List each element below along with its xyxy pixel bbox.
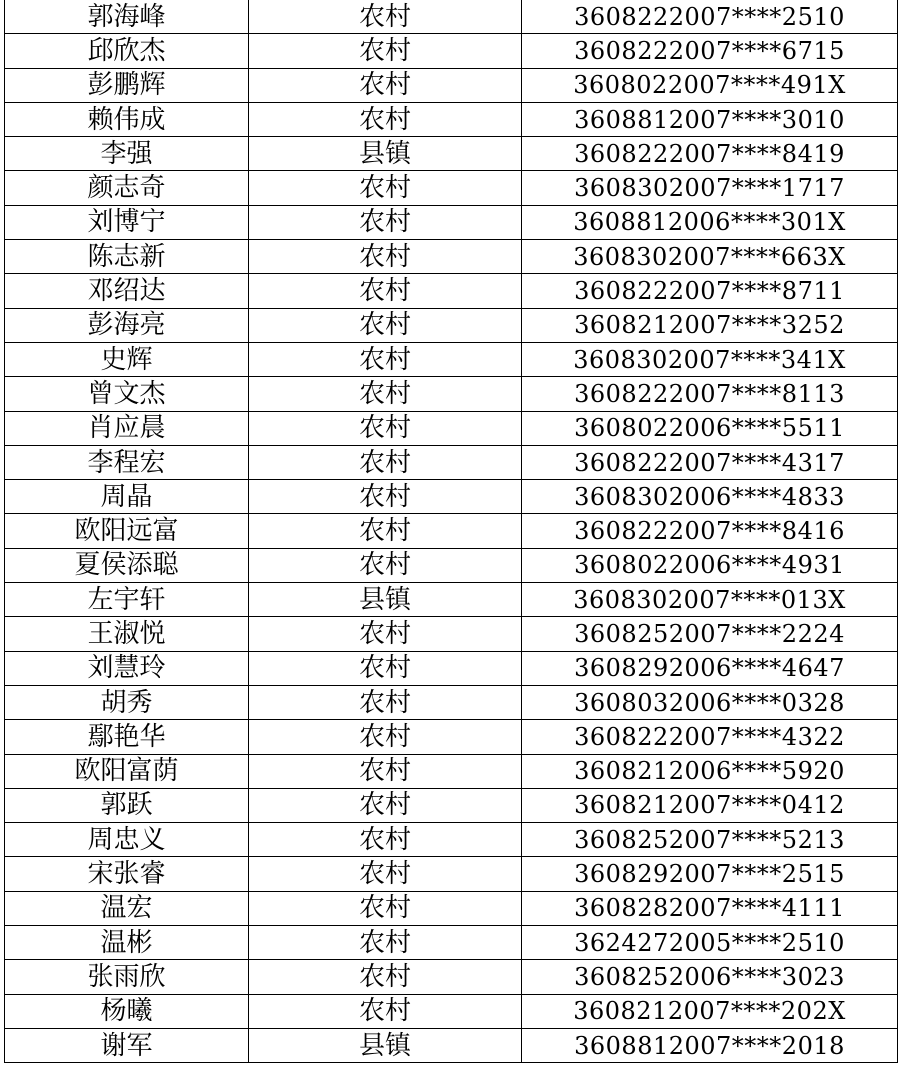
area-type-cell: 农村	[249, 994, 522, 1028]
area-type-cell: 农村	[249, 0, 522, 34]
name-cell: 彭海亮	[5, 308, 249, 342]
table-row	[5, 0, 898, 34]
table-row	[5, 68, 898, 102]
name-cell: 谢军	[5, 1028, 249, 1062]
area-type-cell: 农村	[249, 411, 522, 445]
table-row	[5, 445, 898, 479]
name-cell: 赖伟成	[5, 102, 249, 136]
table-row	[5, 308, 898, 342]
id-number-cell: 3608252007****5213	[522, 823, 898, 857]
area-type-cell: 农村	[249, 342, 522, 376]
id-number-cell: 3608212007****202X	[522, 994, 898, 1028]
table-row	[5, 514, 898, 548]
table-row	[5, 1028, 898, 1062]
area-type-cell: 县镇	[249, 1028, 522, 1062]
table-row	[5, 994, 898, 1028]
area-type-cell: 农村	[249, 926, 522, 960]
area-type-cell: 农村	[249, 857, 522, 891]
name-cell: 温宏	[5, 891, 249, 925]
name-cell: 温彬	[5, 926, 249, 960]
area-type-cell: 农村	[249, 480, 522, 514]
table-row	[5, 891, 898, 925]
table-row	[5, 857, 898, 891]
name-cell: 杨曦	[5, 994, 249, 1028]
area-type-cell: 农村	[249, 514, 522, 548]
name-cell: 陈志新	[5, 240, 249, 274]
id-number-cell: 3608022006****4931	[522, 548, 898, 582]
name-cell: 邓绍达	[5, 274, 249, 308]
id-number-cell: 3608022006****5511	[522, 411, 898, 445]
name-cell: 郭跃	[5, 788, 249, 822]
area-type-cell: 农村	[249, 445, 522, 479]
name-cell: 张雨欣	[5, 960, 249, 994]
name-cell: 鄢艳华	[5, 720, 249, 754]
id-number-cell: 3608302007****663X	[522, 240, 898, 274]
table-row	[5, 342, 898, 376]
table-row	[5, 548, 898, 582]
name-cell: 周晶	[5, 480, 249, 514]
table-row	[5, 583, 898, 617]
area-type-cell: 农村	[249, 823, 522, 857]
id-number-cell: 3608302007****341X	[522, 342, 898, 376]
table-row	[5, 617, 898, 651]
area-type-cell: 农村	[249, 274, 522, 308]
name-cell: 曾文杰	[5, 377, 249, 411]
roster-body	[5, 0, 898, 1063]
name-cell: 郭海峰	[5, 0, 249, 34]
table-row	[5, 788, 898, 822]
name-cell: 史辉	[5, 342, 249, 376]
id-number-cell: 3608212007****3252	[522, 308, 898, 342]
area-type-cell: 农村	[249, 34, 522, 68]
area-type-cell: 农村	[249, 788, 522, 822]
id-number-cell: 3608252007****2224	[522, 617, 898, 651]
table-row	[5, 274, 898, 308]
id-number-cell: 3608302006****4833	[522, 480, 898, 514]
area-type-cell: 农村	[249, 205, 522, 239]
table-row	[5, 651, 898, 685]
id-number-cell: 3608222007****4322	[522, 720, 898, 754]
table-row	[5, 205, 898, 239]
id-number-cell: 3608222007****8419	[522, 137, 898, 171]
area-type-cell: 农村	[249, 891, 522, 925]
name-cell: 周忠义	[5, 823, 249, 857]
name-cell: 李程宏	[5, 445, 249, 479]
area-type-cell: 农村	[249, 377, 522, 411]
name-cell: 彭鹏辉	[5, 68, 249, 102]
area-type-cell: 农村	[249, 68, 522, 102]
area-type-cell: 县镇	[249, 583, 522, 617]
id-number-cell: 3608212006****5920	[522, 754, 898, 788]
area-type-cell: 农村	[249, 102, 522, 136]
table-row	[5, 102, 898, 136]
id-number-cell: 3608812007****3010	[522, 102, 898, 136]
table-row	[5, 926, 898, 960]
id-number-cell: 3608252006****3023	[522, 960, 898, 994]
area-type-cell: 县镇	[249, 137, 522, 171]
table-row	[5, 377, 898, 411]
table-row	[5, 754, 898, 788]
id-number-cell: 3608812007****2018	[522, 1028, 898, 1062]
area-type-cell: 农村	[249, 617, 522, 651]
name-cell: 欧阳远富	[5, 514, 249, 548]
area-type-cell: 农村	[249, 754, 522, 788]
area-type-cell: 农村	[249, 308, 522, 342]
table-row	[5, 685, 898, 719]
name-cell: 颜志奇	[5, 171, 249, 205]
id-number-cell: 3608222007****2510	[522, 0, 898, 34]
name-cell: 刘慧玲	[5, 651, 249, 685]
area-type-cell: 农村	[249, 720, 522, 754]
table-row	[5, 137, 898, 171]
id-number-cell: 3608222007****4317	[522, 445, 898, 479]
name-cell: 王淑悦	[5, 617, 249, 651]
id-number-cell: 3608282007****4111	[522, 891, 898, 925]
table-row	[5, 171, 898, 205]
name-cell: 邱欣杰	[5, 34, 249, 68]
id-number-cell: 3608222007****8416	[522, 514, 898, 548]
id-number-cell: 3608222007****8711	[522, 274, 898, 308]
id-number-cell: 3608302007****1717	[522, 171, 898, 205]
name-cell: 刘博宁	[5, 205, 249, 239]
id-number-cell: 3608292006****4647	[522, 651, 898, 685]
name-cell: 左宇轩	[5, 583, 249, 617]
area-type-cell: 农村	[249, 651, 522, 685]
id-number-cell: 3608022007****491X	[522, 68, 898, 102]
student-roster-table	[4, 0, 898, 1063]
id-number-cell: 3608032006****0328	[522, 685, 898, 719]
name-cell: 宋张睿	[5, 857, 249, 891]
table-row	[5, 411, 898, 445]
id-number-cell: 3624272005****2510	[522, 926, 898, 960]
table-row	[5, 960, 898, 994]
name-cell: 胡秀	[5, 685, 249, 719]
table-row	[5, 823, 898, 857]
name-cell: 李强	[5, 137, 249, 171]
id-number-cell: 3608292007****2515	[522, 857, 898, 891]
id-number-cell: 3608812006****301X	[522, 205, 898, 239]
area-type-cell: 农村	[249, 685, 522, 719]
area-type-cell: 农村	[249, 171, 522, 205]
name-cell: 欧阳富荫	[5, 754, 249, 788]
table-row	[5, 240, 898, 274]
name-cell: 肖应晨	[5, 411, 249, 445]
name-cell: 夏侯添聪	[5, 548, 249, 582]
id-number-cell: 3608222007****8113	[522, 377, 898, 411]
id-number-cell: 3608222007****6715	[522, 34, 898, 68]
table-row	[5, 720, 898, 754]
table-row	[5, 480, 898, 514]
area-type-cell: 农村	[249, 548, 522, 582]
id-number-cell: 3608302007****013X	[522, 583, 898, 617]
area-type-cell: 农村	[249, 960, 522, 994]
id-number-cell: 3608212007****0412	[522, 788, 898, 822]
table-row	[5, 34, 898, 68]
area-type-cell: 农村	[249, 240, 522, 274]
